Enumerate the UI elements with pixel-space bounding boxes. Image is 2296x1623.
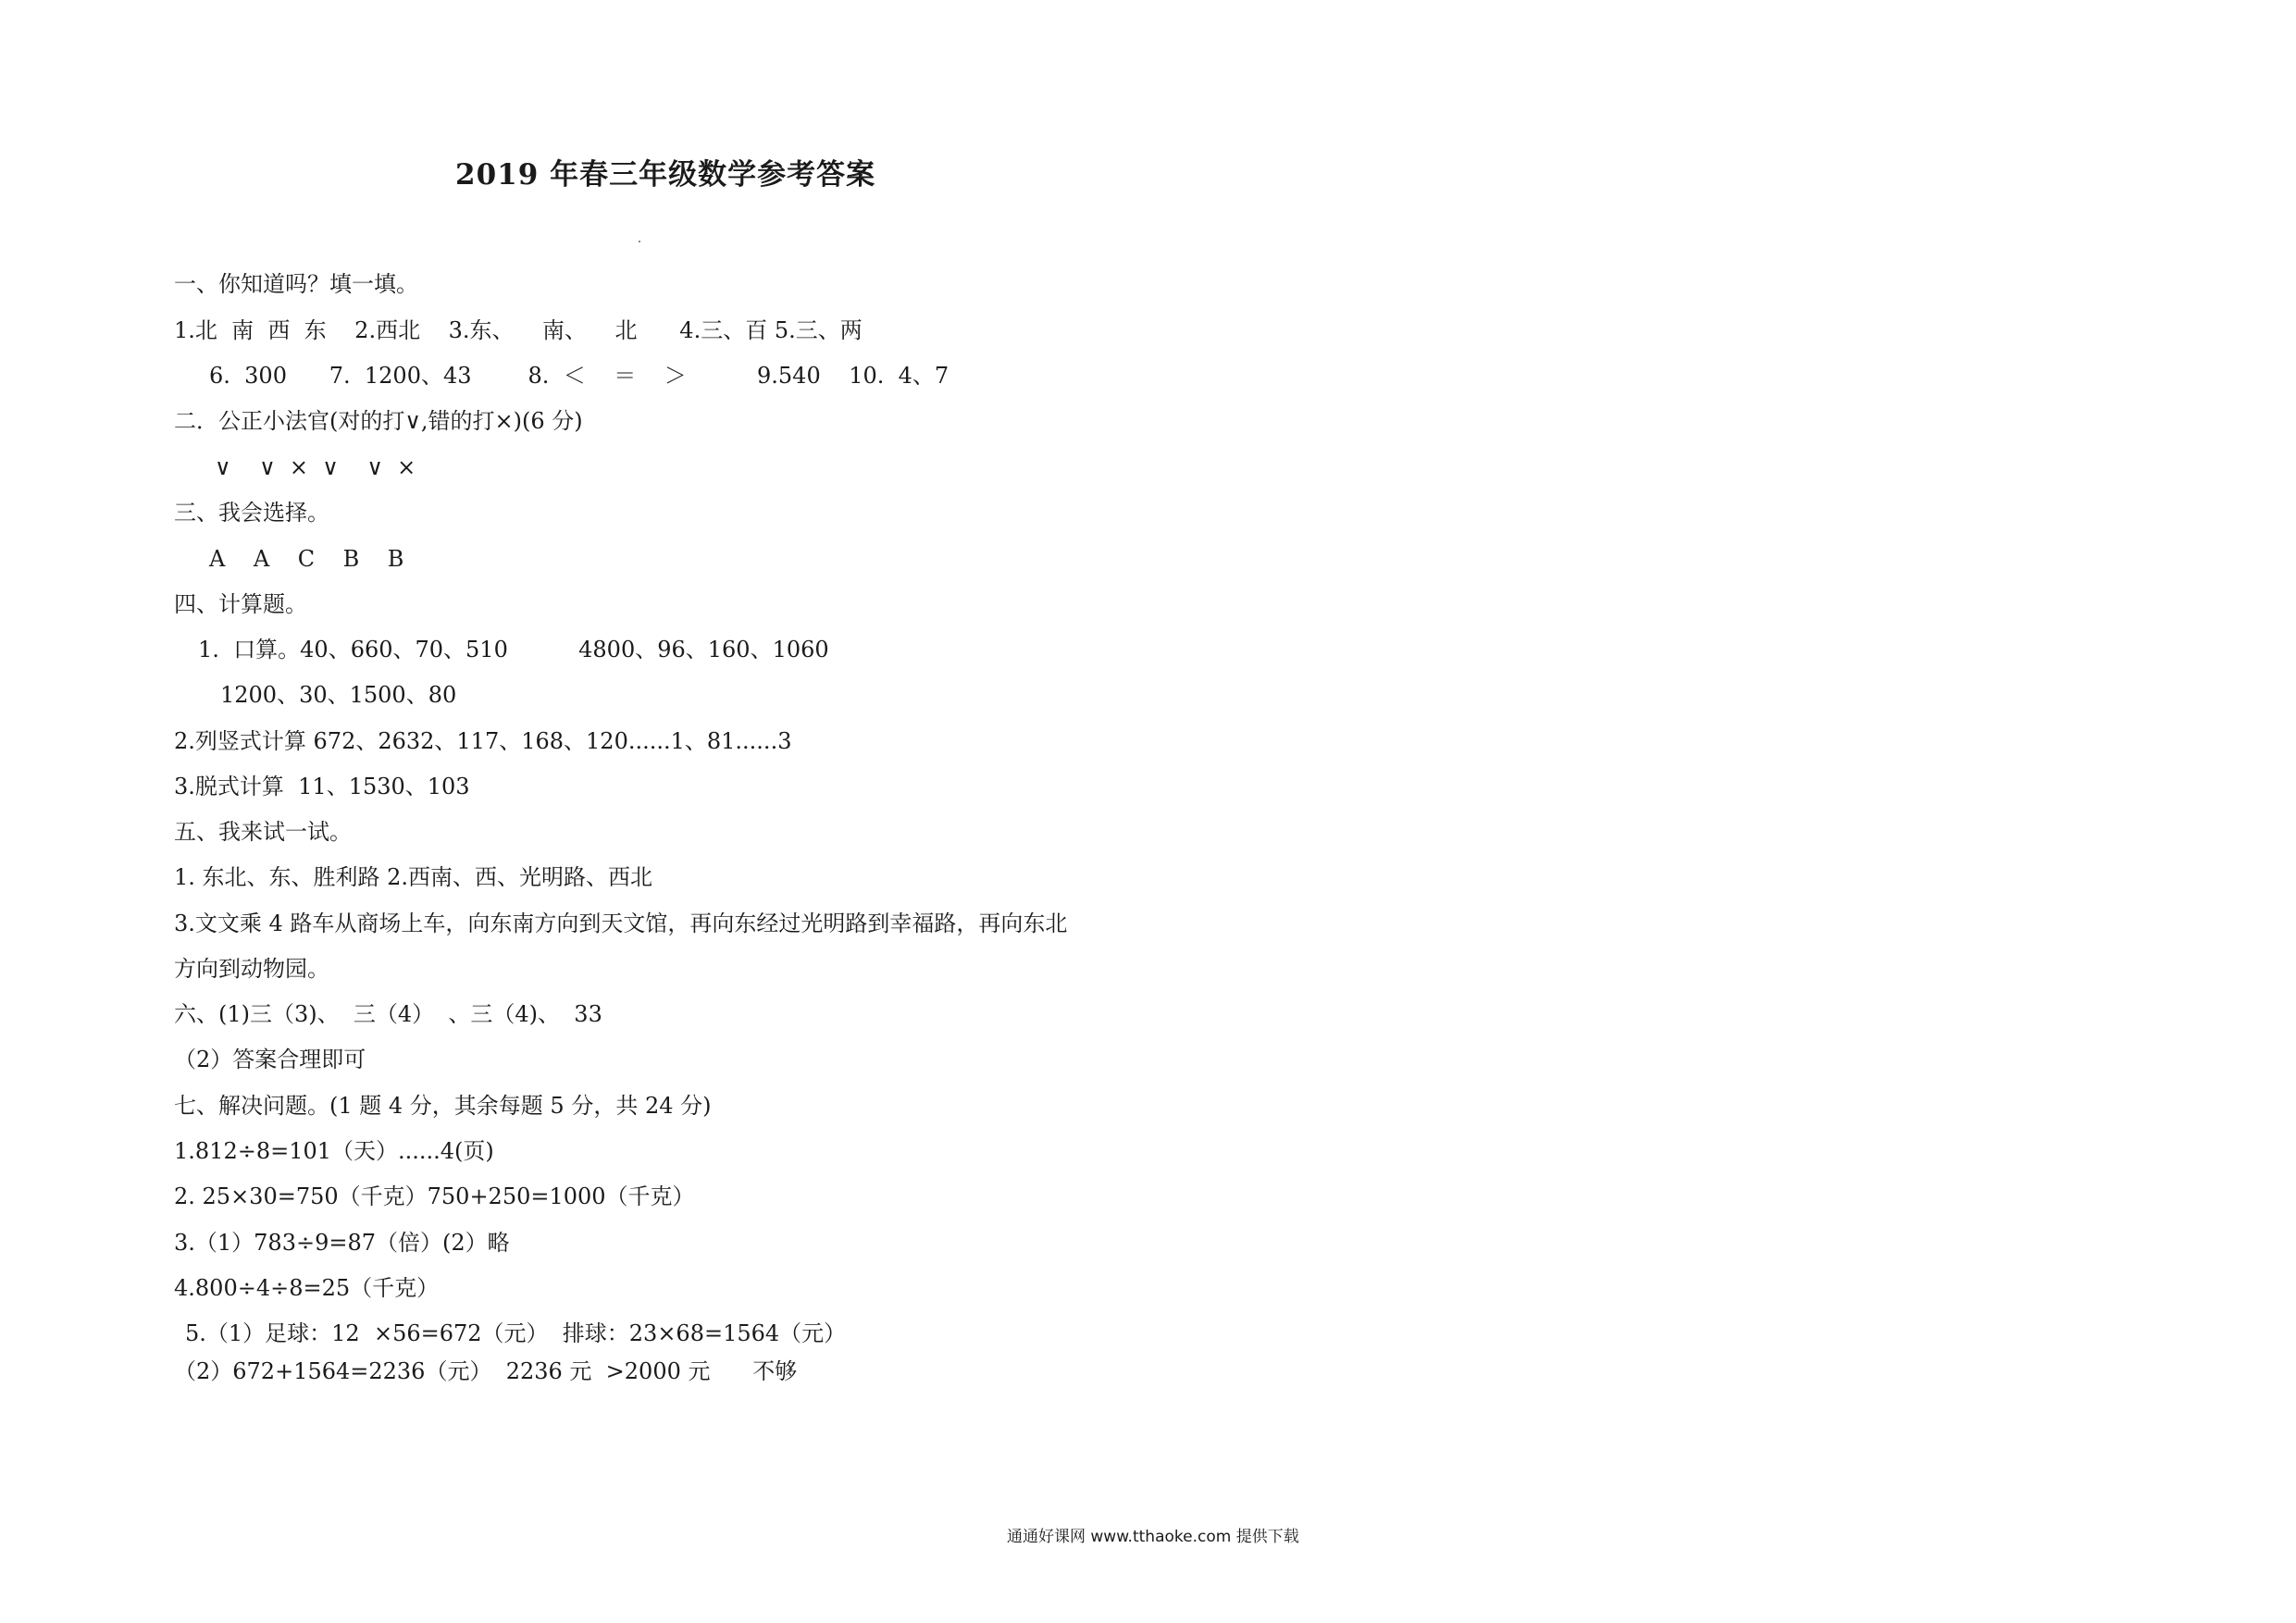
section-4-line-2: 1200、30、1500、80: [220, 682, 457, 708]
section-5-line-1: 1. 东北、东、胜利路 2.西南、西、光明路、西北: [174, 864, 653, 890]
section-7-line-5: 5.（1）足球：12 ×56=672（元） 排球：23×68=1564（元）: [185, 1320, 847, 1346]
section-7-line-3: 3.（1）783÷9=87（倍）(2）略: [174, 1230, 510, 1256]
section-4-line-4: 3.脱式计算 11、1530、103: [174, 774, 470, 799]
page-title: 2019 年春三年级数学参考答案: [455, 158, 876, 192]
section-4-line-1: 1. 口算。40、660、70、510 4800、96、160、1060: [198, 637, 829, 663]
section-7-line-6: （2）672+1564=2236（元） 2236 元 >2000 元 不够: [174, 1358, 798, 1384]
section-6-line-1: 六、(1)三（3)、 三（4） 、三（4)、 33: [174, 1001, 602, 1027]
section-7-line-2: 2. 25×30=750（千克）750+250=1000（千克）: [174, 1183, 695, 1209]
section-5-line-2: 3.文文乘 4 路车从商场上车，向东南方向到天文馆，再向东经过光明路到幸福路，再向东北: [174, 911, 1068, 936]
section-3-answers: A A C B B: [209, 546, 404, 572]
section-7-line-1: 1.812÷8=101（天）......4(页): [174, 1138, 494, 1164]
section-2-heading: 二．公正小法官(对的打∨,错的打×)(6 分): [174, 408, 583, 434]
section-7-heading: 七、解决问题。(1 题 4 分，其余每题 5 分，共 24 分): [174, 1093, 712, 1119]
footer-credit: 通通好课网 www.tthaoke.com 提供下载: [1007, 1528, 1299, 1546]
section-1-heading: 一、你知道吗？填一填。: [174, 271, 418, 297]
section-5-line-3: 方向到动物园。: [174, 956, 329, 982]
section-6-line-2: （2）答案合理即可: [174, 1047, 366, 1072]
section-1-answers-line-2: 6. 300 7. 1200、43 8. ＜ ＝ ＞ 9.540 10. 4、7: [209, 363, 949, 389]
section-4-heading: 四、计算题。: [174, 591, 307, 617]
section-3-heading: 三、我会选择。: [174, 500, 329, 526]
scan-speck: [639, 241, 640, 242]
section-7-line-4: 4.800÷4÷8=25（千克）: [174, 1275, 440, 1301]
section-5-heading: 五、我来试一试。: [174, 819, 352, 845]
section-4-line-3: 2.列竖式计算 672、2632、117、168、120......1、81......3: [174, 728, 792, 754]
section-2-answers: ∨ ∨ × ∨ ∨ ×: [215, 454, 416, 480]
section-1-answers-line-1: 1.北 南 西 东 2.西北 3.东、 南、 北 4.三、百 5.三、两: [174, 317, 863, 343]
